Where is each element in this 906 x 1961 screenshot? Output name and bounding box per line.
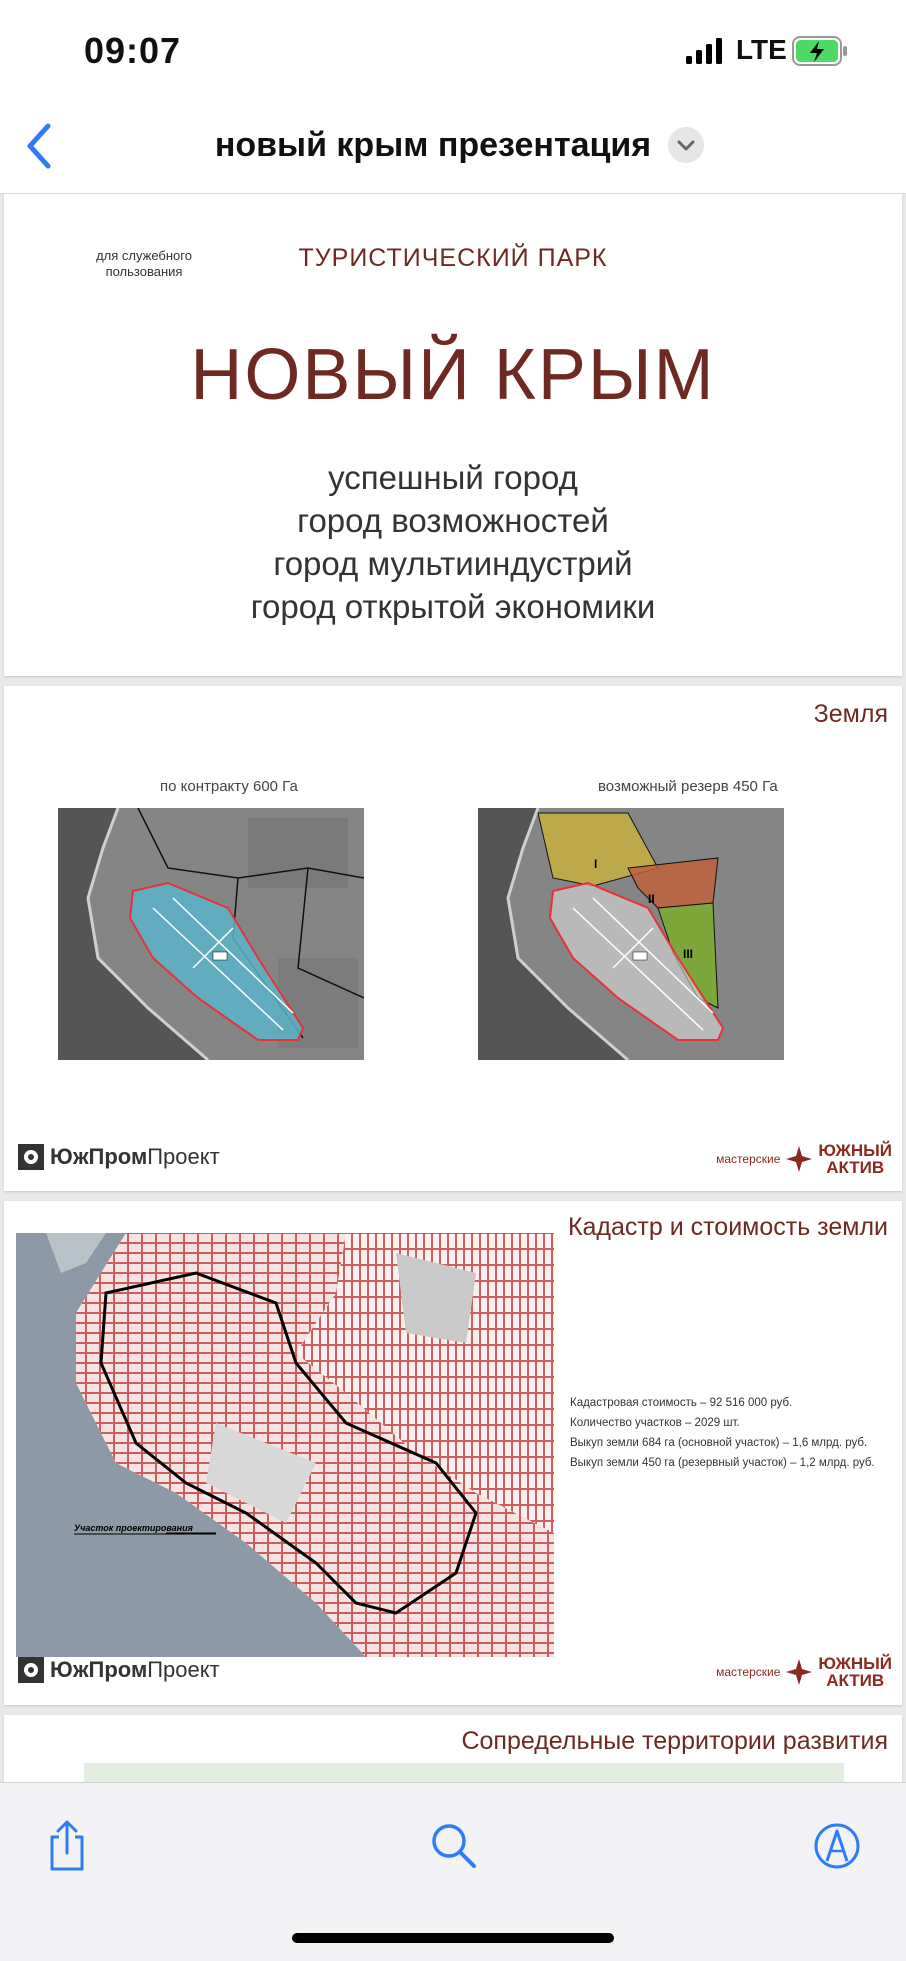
document-title[interactable] [0,126,906,165]
slide-kicker: ТУРИСТИЧЕСКИЙ ПАРК [298,244,608,272]
logo-bold: ЮжПром [50,1144,148,1169]
share-icon[interactable] [42,1819,92,1873]
status-bar [0,0,906,100]
nav-bar [0,100,906,194]
battery-charging-icon [792,36,848,66]
reserve-map [478,808,784,1060]
title-menu-chevron-icon[interactable] [668,127,704,163]
home-indicator[interactable] [292,1933,614,1943]
zone-label: III [683,947,694,961]
status-time: 09:07 [84,30,182,71]
tagline: город открытой экономики [250,588,656,625]
slide-title: Сопредельные территории развития [461,1727,888,1755]
logo-line: АКТИВ [826,1158,885,1177]
confidential-note: для служебного пользования [96,248,192,279]
yuzhpromproekt-logo [18,1144,220,1170]
markup-icon[interactable] [812,1819,862,1873]
cadastre-map [16,1233,554,1657]
logo-line: ЮЖНЫЙ [818,1654,892,1673]
zone-label: II [648,892,655,906]
logo-regular: Проект [147,1657,220,1682]
cadastre-info [570,1393,875,1473]
yuzhny-aktiv-logo [716,1655,892,1689]
info-line: Выкуп земли 684 га (основной участок) – 1,6 млрд. руб. [570,1437,868,1449]
logo-regular: Проект [147,1144,220,1169]
yuzhny-aktiv-logo-icon [786,1146,812,1172]
slide-title-page[interactable] [4,194,902,676]
yuzhny-aktiv-logo [716,1142,892,1176]
map-caption-left: по контракту 600 Га [160,778,298,795]
contract-map [58,808,364,1060]
search-icon[interactable] [428,1819,478,1873]
zone-label: I [594,857,598,871]
yuzhpromproekt-logo [18,1657,220,1683]
slide-cadastre[interactable] [4,1201,902,1705]
info-line: Количество участков – 2029 шт. [570,1417,740,1429]
logo-bold: ЮжПром [50,1657,148,1682]
yuzhny-aktiv-logo-icon [786,1659,812,1685]
slide-land[interactable] [4,686,902,1191]
tagline-list [4,456,902,628]
network-label: LTE [736,34,787,65]
tagline: город мультииндустрий [273,545,633,582]
signal-icon [686,38,726,64]
yuzhpromproekt-logo-icon [18,1657,44,1683]
tagline: город возможностей [297,502,609,539]
info-line: Кадастровая стоимость – 92 516 000 руб. [570,1397,793,1409]
logo-line: АКТИВ [826,1671,885,1690]
map-annotation: Участок проектирования [74,1523,193,1533]
bottom-toolbar [0,1782,906,1961]
logo-small-text: мастерские [716,1665,781,1679]
map-caption-right: возможный резерв 450 Га [598,778,778,795]
document-title-text: новый крым презентация [214,126,652,164]
slide-title: Кадастр и стоимость земли [567,1213,888,1241]
slide-headline: НОВЫЙ КРЫМ [190,335,716,415]
info-line: Выкуп земли 450 га (резервный участок) – 1,2 млрд. руб. [570,1457,875,1469]
logo-line: ЮЖНЫЙ [818,1141,892,1160]
logo-small-text: мастерские [716,1152,781,1166]
yuzhpromproekt-logo-icon [18,1144,44,1170]
slide-title: Земля [813,700,888,728]
tagline: успешный город [328,459,578,496]
